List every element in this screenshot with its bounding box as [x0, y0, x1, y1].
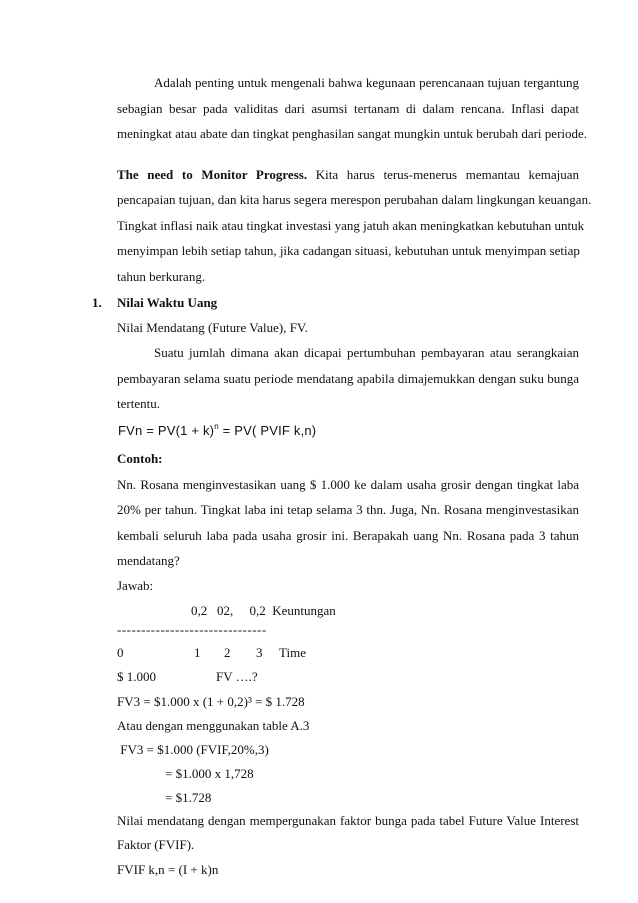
example-line-3: kembali seluruh laba pada usaha grosir ini. Berapakah uang Nn. Rosana pada 3 tahun	[117, 528, 579, 543]
monitor-line-1	[117, 167, 579, 183]
monitor-heading: The need to Monitor Progress.	[117, 167, 308, 182]
monitor-line-1-text: Kita harus terus-menerus memantau kemajuan	[315, 167, 580, 182]
example-line-4: mendatang?	[117, 553, 180, 568]
monitor-line-4: menyimpan lebih setiap tahun, jika cadangan situasi, kebutuhan untuk menyimpan setiap	[117, 243, 580, 258]
timeline-time-label: Time	[279, 645, 306, 660]
calc-line-5: = $1.728	[165, 790, 212, 805]
answer-label: Jawab:	[117, 578, 154, 593]
monitor-line-5: tahun berkurang.	[117, 269, 206, 284]
definition-line-2: pembayaran selama suatu periode mendatang apabila dimajemukkan dengan suku bunga	[117, 371, 579, 386]
example-label: Contoh:	[117, 451, 163, 466]
timeline-pv: $ 1.000	[117, 669, 156, 684]
intro-line-1: Adalah penting untuk mengenali bahwa kegunaan perencanaan tujuan tergantung	[154, 75, 579, 90]
timeline-tick-3: 3	[256, 645, 263, 660]
monitor-line-2: pencapaian tujuan, dan kita harus segera merespon perubahan dalam lingkungan keuangan.	[117, 192, 592, 207]
section-number: 1.	[92, 295, 102, 310]
timeline-fv: FV ….?	[216, 669, 258, 684]
calc-line-4: = $1.000 x 1,728	[165, 766, 254, 781]
timeline-tick-0: 0	[117, 645, 124, 660]
formula-part-2: = PV( PVIF k,n)	[218, 423, 317, 438]
timeline-dashes: -------------------------------	[117, 622, 267, 637]
definition-line-3: tertentu.	[117, 396, 160, 411]
timeline-rates: 0,2 02, 0,2 Keuntungan	[191, 603, 336, 618]
formula-exponent: n	[214, 422, 219, 431]
example-line-2: 20% per tahun. Tingkat laba ini tetap selama 3 thn. Juga, Nn. Rosana menginvestasikan	[117, 502, 579, 517]
closing-line-3: FVIF k,n = (I + k)n	[117, 862, 219, 877]
definition-line-1: Suatu jumlah dimana akan dicapai pertumbuhan pembayaran atau serangkaian	[154, 345, 579, 360]
section-title: Nilai Waktu Uang	[117, 295, 218, 310]
timeline-tick-2: 2	[224, 645, 231, 660]
closing-line-2: Faktor (FVIF).	[117, 837, 195, 852]
intro-line-3: meningkat atau abate dan tingkat penghasilan sangat mungkin untuk berubah dari periode.	[117, 126, 588, 141]
intro-line-2: sebagian besar pada validitas dari asumsi tertanam di dalam rencana. Inflasi dapat	[117, 101, 579, 116]
calc-line-2: Atau dengan menggunakan table A.3	[117, 718, 310, 733]
fv-formula	[118, 423, 316, 439]
calc-line-3: FV3 = $1.000 (FVIF,20%,3)	[117, 742, 269, 757]
timeline-tick-1: 1	[194, 645, 201, 660]
formula-part-1: FVn = PV(1 + k)	[118, 423, 215, 438]
closing-line-1: Nilai mendatang dengan mempergunakan faktor bunga pada tabel Future Value Interest	[117, 813, 579, 828]
example-line-1: Nn. Rosana menginvestasikan uang $ 1.000 ke dalam usaha grosir dengan tingkat laba	[117, 477, 579, 492]
section-subtitle: Nilai Mendatang (Future Value), FV.	[117, 320, 308, 335]
calc-line-1: FV3 = $1.000 x (1 + 0,2)³ = $ 1.728	[117, 694, 305, 709]
monitor-line-3: Tingkat inflasi naik atau tingkat investasi yang jatuh akan meningkatkan kebutuhan untuk	[117, 218, 585, 233]
